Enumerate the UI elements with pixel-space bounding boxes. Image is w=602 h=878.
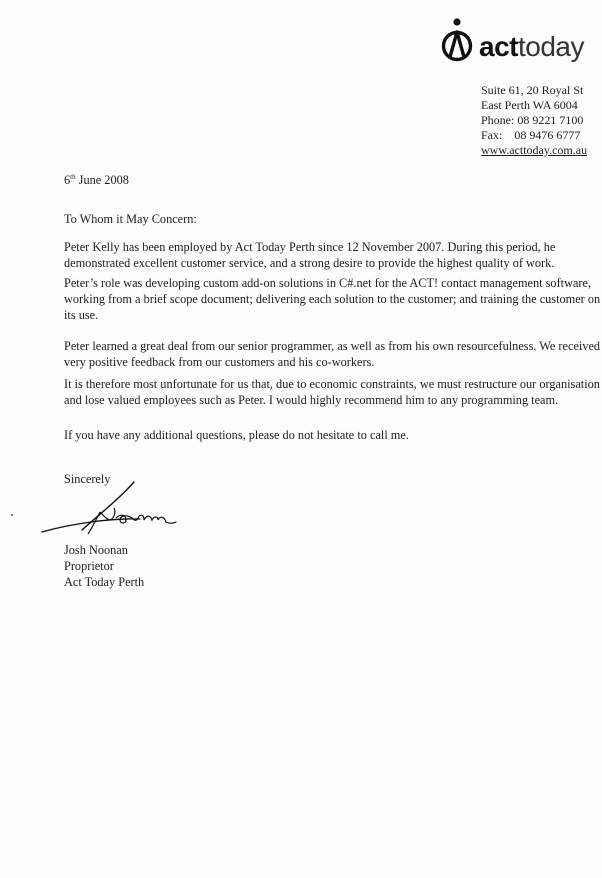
paragraph-line: very positive feedback from our customers and his co-workers.	[64, 355, 375, 369]
logo-wordmark-today: today	[517, 31, 584, 62]
signature-block	[64, 542, 144, 590]
address-phone: Phone: 08 9221 7100	[481, 113, 584, 127]
handwritten-signature	[40, 478, 190, 540]
date-month-year: June 2008	[75, 173, 129, 187]
paragraph-2	[64, 275, 600, 323]
paragraph-3	[64, 338, 600, 370]
address-line-2: East Perth WA 6004	[481, 98, 578, 112]
logo-wordmark	[479, 31, 584, 63]
fax-number: 08 9476 6777	[514, 128, 581, 142]
paragraph-line: Peter Kelly has been employed by Act Today Perth since 12 November 2007. During this period, he	[64, 240, 556, 254]
signer-company: Act Today Perth	[64, 575, 145, 589]
address-line-1: Suite 61, 20 Royal St	[481, 83, 584, 97]
paragraph-5: If you have any additional questions, please do not hesitate to call me.	[64, 428, 409, 442]
salutation: To Whom it May Concern:	[64, 212, 197, 226]
paragraph-line: Peter’s role was developing custom add-on solutions in C#.net for the ACT! contact management software,	[64, 276, 592, 290]
address-website[interactable]: www.acttoday.com.au	[481, 143, 588, 157]
logo-wordmark-act: act	[479, 31, 518, 62]
paragraph-line: its use.	[64, 308, 99, 322]
signer-title: Proprietor	[64, 559, 114, 573]
paragraph-line: and lose valued employees such as Peter. I would highly recommend him to any programming team.	[64, 393, 559, 407]
company-logo	[440, 18, 600, 68]
paragraph-line: demonstrated excellent customer service, and a strong desire to provide the highest quality of work.	[64, 256, 555, 270]
paragraph-4	[64, 376, 600, 408]
address-fax	[481, 128, 587, 143]
fax-label: Fax:	[481, 128, 503, 142]
closing: Sincerely	[64, 472, 111, 486]
paragraph-1	[64, 239, 555, 271]
date-day: 6	[64, 173, 71, 187]
letter-date	[64, 172, 129, 188]
paragraph-line: working from a brief scope document; delivering each solution to the customer; and training the customer on	[64, 292, 601, 306]
act-today-person-icon	[440, 18, 474, 66]
scan-speck	[11, 514, 13, 516]
date-suffix: th	[70, 173, 76, 181]
paragraph-line: Peter learned a great deal from our senior programmer, as well as from his own resourcefulness. We received	[64, 339, 601, 353]
signer-name: Josh Noonan	[64, 543, 128, 557]
company-address	[481, 83, 587, 158]
paragraph-line: It is therefore most unfortunate for us that, due to economic constraints, we must restructure our organisation	[64, 377, 600, 391]
